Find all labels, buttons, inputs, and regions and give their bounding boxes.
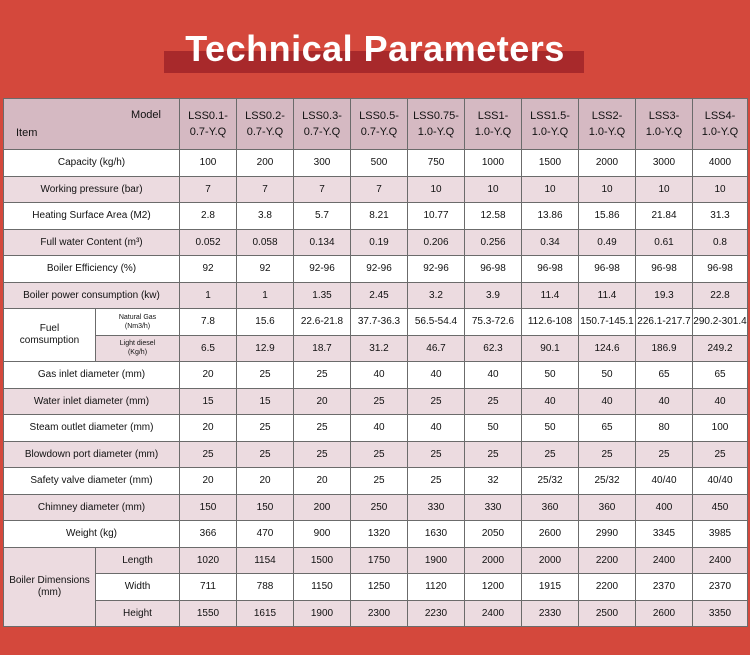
table-cell: 7 [294, 176, 351, 203]
table-cell: 50 [579, 362, 636, 389]
table-cell: 1154 [237, 547, 294, 574]
table-row [4, 282, 748, 309]
table-cell: 2370 [693, 574, 748, 601]
table-cell: 1120 [408, 574, 465, 601]
table-cell: 2600 [636, 600, 693, 627]
table-cell: 25 [408, 388, 465, 415]
table-cell: 96-98 [693, 256, 748, 283]
model-header-cell: LSS0.2- 0.7-Y.Q [237, 99, 294, 150]
table-cell: 65 [579, 415, 636, 442]
table-cell: 25 [636, 441, 693, 468]
table-cell: 6.5 [180, 335, 237, 362]
row-label: Heating Surface Area (M2) [4, 203, 180, 230]
table-row [4, 600, 748, 627]
table-cell: 2000 [522, 547, 579, 574]
table-cell: 0.134 [294, 229, 351, 256]
row-label: Safety valve diameter (mm) [4, 468, 180, 495]
model-header-cell: LSS1.5- 1.0-Y.Q [522, 99, 579, 150]
table-cell: 400 [636, 494, 693, 521]
row-label: Capacity (kg/h) [4, 150, 180, 177]
table-cell: 2400 [693, 547, 748, 574]
table-cell: 96-98 [579, 256, 636, 283]
row-label: Steam outlet diameter (mm) [4, 415, 180, 442]
table-cell: 25 [237, 362, 294, 389]
dimension-label: Width [96, 574, 180, 601]
table-cell: 1750 [351, 547, 408, 574]
table-cell: 25 [579, 441, 636, 468]
table-cell: 90.1 [522, 335, 579, 362]
table-cell: 25/32 [579, 468, 636, 495]
table-cell: 25 [237, 441, 294, 468]
header-row [4, 99, 748, 150]
table-cell: 100 [180, 150, 237, 177]
table-cell: 25 [465, 388, 522, 415]
table-cell: 10 [408, 176, 465, 203]
table-cell: 11.4 [579, 282, 636, 309]
table-row [4, 309, 748, 336]
table-cell: 2370 [636, 574, 693, 601]
model-header-cell: LSS0.5- 0.7-Y.Q [351, 99, 408, 150]
table-row [4, 335, 748, 362]
header-corner-cell [4, 99, 180, 150]
row-label: Boiler power consumption (kw) [4, 282, 180, 309]
model-header-cell: LSS0.1- 0.7-Y.Q [180, 99, 237, 150]
table-cell: 3350 [693, 600, 748, 627]
table-cell: 32 [465, 468, 522, 495]
table-cell: 500 [351, 150, 408, 177]
table-cell: 40 [522, 388, 579, 415]
table-cell: 200 [237, 150, 294, 177]
table-cell: 15 [237, 388, 294, 415]
table-cell: 40 [408, 415, 465, 442]
table-cell: 92-96 [294, 256, 351, 283]
table-cell: 15.6 [237, 309, 294, 336]
table-cell: 1150 [294, 574, 351, 601]
row-label: Boiler Efficiency (%) [4, 256, 180, 283]
table-cell: 1500 [522, 150, 579, 177]
table-cell: 25/32 [522, 468, 579, 495]
table-cell: 711 [180, 574, 237, 601]
row-label: Gas inlet diameter (mm) [4, 362, 180, 389]
table-cell: 37.7-36.3 [351, 309, 408, 336]
table-cell: 96-98 [465, 256, 522, 283]
table-cell: 2230 [408, 600, 465, 627]
table-cell: 1900 [294, 600, 351, 627]
table-cell: 3985 [693, 521, 748, 548]
table-cell: 1 [237, 282, 294, 309]
item-label: Item [16, 127, 38, 139]
table-cell: 2050 [465, 521, 522, 548]
table-cell: 2200 [579, 547, 636, 574]
table-cell: 1615 [237, 600, 294, 627]
table-cell: 300 [294, 150, 351, 177]
table-cell: 1630 [408, 521, 465, 548]
table-cell: 2000 [465, 547, 522, 574]
table-cell: 25 [351, 441, 408, 468]
table-cell: 3.2 [408, 282, 465, 309]
table-cell: 0.19 [351, 229, 408, 256]
table-row [4, 468, 748, 495]
parameters-table [3, 98, 748, 627]
table-cell: 1250 [351, 574, 408, 601]
row-label: Chimney diameter (mm) [4, 494, 180, 521]
table-row [4, 415, 748, 442]
table-cell: 150.7-145.1 [579, 309, 636, 336]
table-cell: 25 [237, 415, 294, 442]
table-cell: 250 [351, 494, 408, 521]
table-cell: 2500 [579, 600, 636, 627]
table-cell: 46.7 [408, 335, 465, 362]
table-cell: 366 [180, 521, 237, 548]
table-cell: 150 [237, 494, 294, 521]
table-cell: 1.35 [294, 282, 351, 309]
table-cell: 2000 [579, 150, 636, 177]
table-cell: 21.84 [636, 203, 693, 230]
table-cell: 4000 [693, 150, 748, 177]
table-cell: 3.9 [465, 282, 522, 309]
table-cell: 25 [294, 441, 351, 468]
table-cell: 0.052 [180, 229, 237, 256]
table-cell: 40 [693, 388, 748, 415]
table-cell: 2300 [351, 600, 408, 627]
table-cell: 65 [693, 362, 748, 389]
table-cell: 40 [351, 415, 408, 442]
table-cell: 1900 [408, 547, 465, 574]
table-cell: 20 [180, 468, 237, 495]
table-cell: 3000 [636, 150, 693, 177]
table-cell: 8.21 [351, 203, 408, 230]
table-row [4, 256, 748, 283]
table-cell: 50 [522, 415, 579, 442]
table-cell: 150 [180, 494, 237, 521]
table-cell: 40 [351, 362, 408, 389]
table-cell: 10 [579, 176, 636, 203]
table-cell: 330 [465, 494, 522, 521]
table-row [4, 521, 748, 548]
table-cell: 2600 [522, 521, 579, 548]
table-cell: 25 [693, 441, 748, 468]
table-cell: 330 [408, 494, 465, 521]
table-cell: 0.058 [237, 229, 294, 256]
table-cell: 40 [408, 362, 465, 389]
model-header-cell: LSS0.75- 1.0-Y.Q [408, 99, 465, 150]
row-label: Water inlet diameter (mm) [4, 388, 180, 415]
table-cell: 5.7 [294, 203, 351, 230]
table-cell: 20 [180, 362, 237, 389]
table-cell: 15.86 [579, 203, 636, 230]
table-row [4, 362, 748, 389]
model-header-cell: LSS3- 1.0-Y.Q [636, 99, 693, 150]
boiler-dimensions-label: Boiler Dimensions (mm) [4, 547, 96, 627]
table-cell: 7 [180, 176, 237, 203]
table-cell: 25 [180, 441, 237, 468]
table-cell: 0.8 [693, 229, 748, 256]
table-cell: 3.8 [237, 203, 294, 230]
table-cell: 22.8 [693, 282, 748, 309]
table-cell: 0.49 [579, 229, 636, 256]
table-cell: 40 [636, 388, 693, 415]
table-cell: 62.3 [465, 335, 522, 362]
table-cell: 7.8 [180, 309, 237, 336]
table-cell: 0.256 [465, 229, 522, 256]
table-cell: 13.86 [522, 203, 579, 230]
table-cell: 15 [180, 388, 237, 415]
table-row [4, 203, 748, 230]
table-cell: 470 [237, 521, 294, 548]
table-cell: 31.3 [693, 203, 748, 230]
table-row [4, 574, 748, 601]
table-cell: 50 [522, 362, 579, 389]
table-cell: 18.7 [294, 335, 351, 362]
table-cell: 1200 [465, 574, 522, 601]
table-row [4, 229, 748, 256]
table-cell: 96-98 [522, 256, 579, 283]
table-cell: 2330 [522, 600, 579, 627]
table-cell: 290.2-301.4 [693, 309, 748, 336]
table-cell: 200 [294, 494, 351, 521]
table-cell: 1 [180, 282, 237, 309]
row-label: Working pressure (bar) [4, 176, 180, 203]
table-cell: 10 [636, 176, 693, 203]
table-cell: 40 [579, 388, 636, 415]
table-cell: 25 [294, 415, 351, 442]
table-cell: 450 [693, 494, 748, 521]
table-row [4, 547, 748, 574]
table-cell: 40/40 [693, 468, 748, 495]
table-cell: 2990 [579, 521, 636, 548]
table-cell: 25 [408, 468, 465, 495]
table-cell: 20 [237, 468, 294, 495]
page-title: Technical Parameters [185, 28, 565, 69]
table-cell: 3345 [636, 521, 693, 548]
table-cell: 20 [294, 388, 351, 415]
table-cell: 50 [465, 415, 522, 442]
table-cell: 2.45 [351, 282, 408, 309]
row-label: Full water Content (m³) [4, 229, 180, 256]
table-row [4, 176, 748, 203]
table-cell: 92-96 [408, 256, 465, 283]
table-cell: 1500 [294, 547, 351, 574]
row-label: Weight (kg) [4, 521, 180, 548]
table-cell: 65 [636, 362, 693, 389]
table-cell: 750 [408, 150, 465, 177]
table-cell: 100 [693, 415, 748, 442]
table-cell: 20 [180, 415, 237, 442]
table-cell: 1915 [522, 574, 579, 601]
table-cell: 25 [408, 441, 465, 468]
table-cell: 40 [465, 362, 522, 389]
table-cell: 186.9 [636, 335, 693, 362]
table-cell: 25 [294, 362, 351, 389]
table-cell: 22.6-21.8 [294, 309, 351, 336]
table-cell: 92-96 [351, 256, 408, 283]
model-header-cell: LSS0.3- 0.7-Y.Q [294, 99, 351, 150]
table-cell: 249.2 [693, 335, 748, 362]
table-cell: 360 [579, 494, 636, 521]
table-cell: 75.3-72.6 [465, 309, 522, 336]
fuel-consumption-label: Fuel comsumption [4, 309, 96, 362]
table-cell: 0.61 [636, 229, 693, 256]
table-cell: 25 [522, 441, 579, 468]
table-row [4, 150, 748, 177]
table-cell: 1000 [465, 150, 522, 177]
table-cell: 0.34 [522, 229, 579, 256]
table-cell: 1320 [351, 521, 408, 548]
fuel-type-label: Light diesel (Kg/h) [96, 335, 180, 362]
model-header-cell: LSS2- 1.0-Y.Q [579, 99, 636, 150]
table-cell: 1020 [180, 547, 237, 574]
table-cell: 25 [351, 388, 408, 415]
dimension-label: Length [96, 547, 180, 574]
table-cell: 92 [180, 256, 237, 283]
table-cell: 0.206 [408, 229, 465, 256]
table-cell: 226.1-217.7 [636, 309, 693, 336]
table-cell: 10 [522, 176, 579, 203]
table-row [4, 494, 748, 521]
table-cell: 1550 [180, 600, 237, 627]
table-cell: 112.6-108 [522, 309, 579, 336]
model-header-cell: LSS1- 1.0-Y.Q [465, 99, 522, 150]
table-cell: 2400 [636, 547, 693, 574]
table-cell: 788 [237, 574, 294, 601]
table-cell: 10 [465, 176, 522, 203]
table-cell: 10.77 [408, 203, 465, 230]
row-label: Blowdown port diameter (mm) [4, 441, 180, 468]
table-cell: 92 [237, 256, 294, 283]
table-cell: 20 [294, 468, 351, 495]
table-cell: 12.9 [237, 335, 294, 362]
model-header-cell: LSS4- 1.0-Y.Q [693, 99, 748, 150]
table-cell: 11.4 [522, 282, 579, 309]
table-cell: 7 [237, 176, 294, 203]
table-cell: 12.58 [465, 203, 522, 230]
table-cell: 25 [351, 468, 408, 495]
table-cell: 96-98 [636, 256, 693, 283]
table-cell: 31.2 [351, 335, 408, 362]
table-row [4, 388, 748, 415]
table-cell: 7 [351, 176, 408, 203]
table-cell: 19.3 [636, 282, 693, 309]
dimension-label: Height [96, 600, 180, 627]
table-cell: 2200 [579, 574, 636, 601]
table-cell: 56.5-54.4 [408, 309, 465, 336]
table-cell: 80 [636, 415, 693, 442]
table-cell: 25 [465, 441, 522, 468]
table-cell: 2400 [465, 600, 522, 627]
table-cell: 124.6 [579, 335, 636, 362]
table-row [4, 441, 748, 468]
table-cell: 900 [294, 521, 351, 548]
fuel-type-label: Natural Gas (Nm3/h) [96, 309, 180, 336]
table-cell: 10 [693, 176, 748, 203]
table-cell: 360 [522, 494, 579, 521]
table-cell: 2.8 [180, 203, 237, 230]
table-cell: 40/40 [636, 468, 693, 495]
model-label: Model [131, 109, 161, 121]
